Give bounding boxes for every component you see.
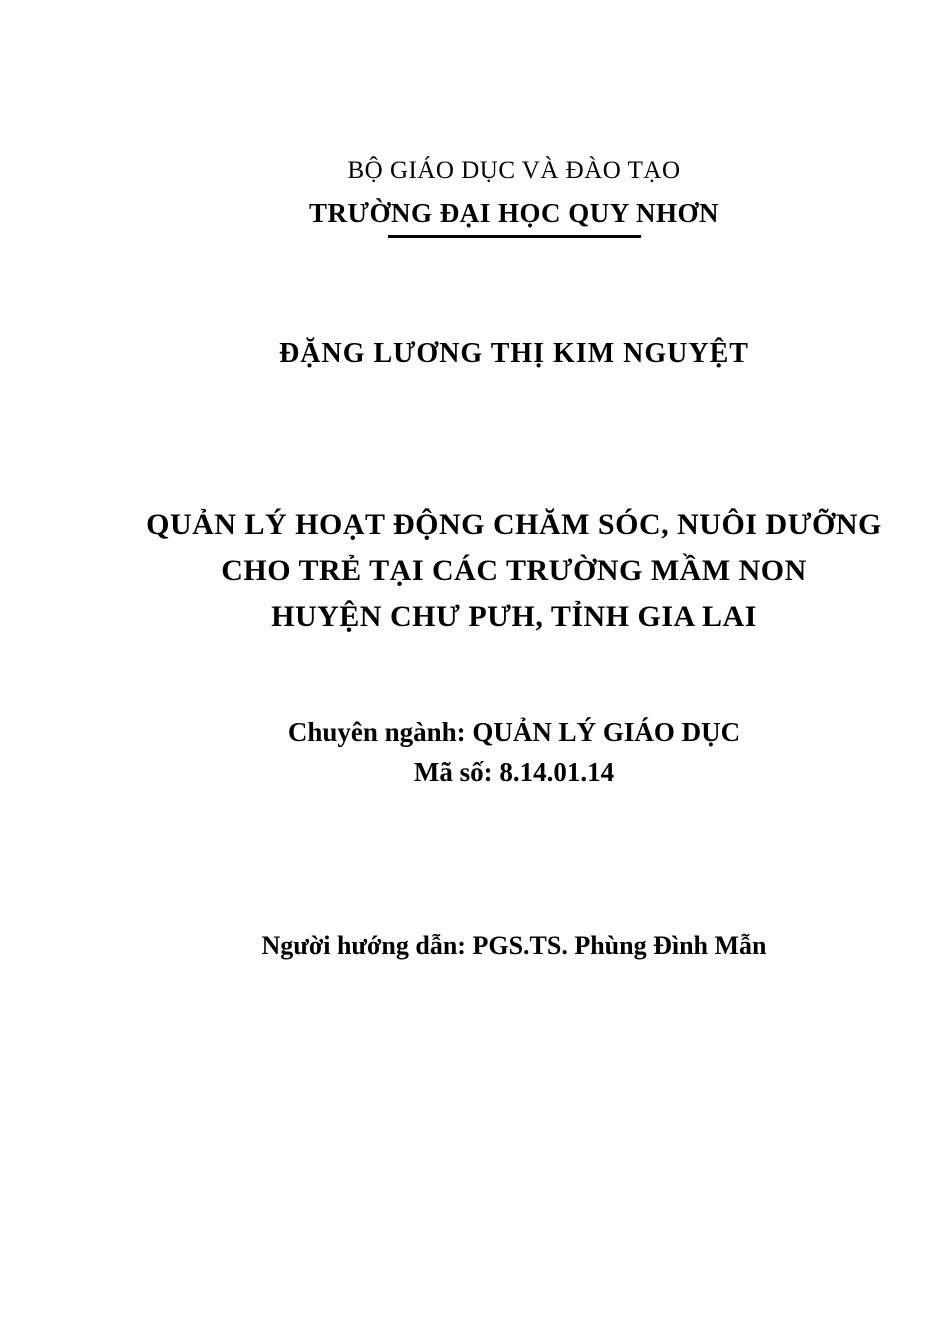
- specialty-info: [85, 712, 943, 792]
- author-name: ĐẶNG LƯƠNG THỊ KIM NGUYỆT: [279, 338, 749, 369]
- header: [85, 150, 943, 238]
- thesis-title: [85, 502, 943, 640]
- supervisor-line: Người hướng dẫn: PGS.TS. Phùng Đình Mẫn: [261, 931, 767, 960]
- ministry-name: BỘ GIÁO DỤC VÀ ĐÀO TẠO: [347, 157, 681, 184]
- thesis-title-line-1: QUẢN LÝ HOẠT ĐỘNG CHĂM SÓC, NUÔI DƯỠNG: [146, 508, 882, 541]
- thesis-title-line-2: CHO TRẺ TẠI CÁC TRƯỜNG MẦM NON: [221, 554, 807, 587]
- university-name: TRƯỜNG ĐẠI HỌC QUY NHƠN: [308, 198, 719, 228]
- header-underline: [388, 235, 641, 238]
- specialty-code: Mã số: 8.14.01.14: [413, 757, 615, 787]
- thesis-title-line-3: HUYỆN CHƯ PƯH, TỈNH GIA LAI: [271, 600, 757, 633]
- specialty-major: Chuyên ngành: QUẢN LÝ GIÁO DỤC: [287, 717, 741, 747]
